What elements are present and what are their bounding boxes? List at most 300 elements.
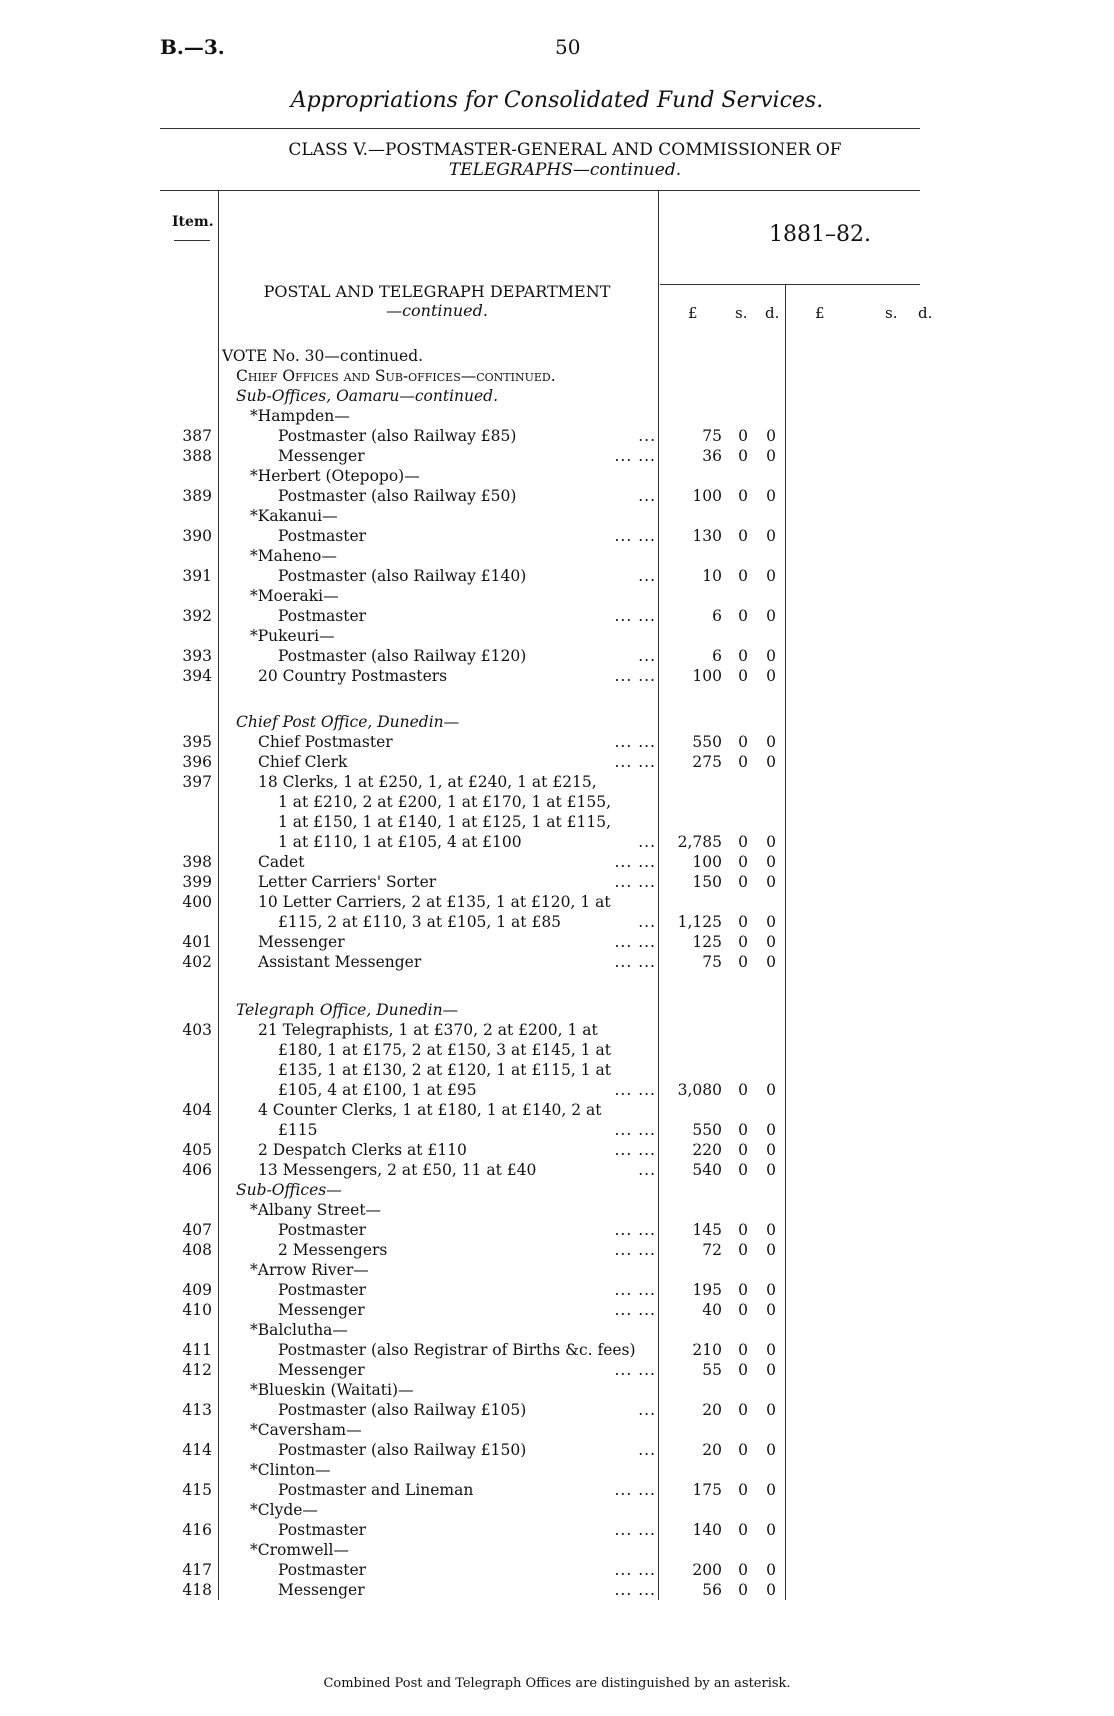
table-row bbox=[0, 466, 1114, 486]
item-number: 398 bbox=[182, 853, 212, 871]
amount-pounds: 150 bbox=[692, 873, 722, 891]
item-number: 390 bbox=[182, 527, 212, 545]
item-description: Chief Post Office, Dunedin— bbox=[236, 713, 460, 731]
item-number: 405 bbox=[182, 1141, 212, 1159]
item-description: Postmaster (also Railway £140) bbox=[278, 567, 527, 585]
item-number: 411 bbox=[182, 1341, 212, 1359]
table-row bbox=[0, 606, 1114, 626]
table-row bbox=[0, 712, 1114, 732]
table-row bbox=[0, 752, 1114, 772]
item-number: 391 bbox=[182, 567, 212, 585]
table-row bbox=[0, 1180, 1114, 1200]
item-number: 416 bbox=[182, 1521, 212, 1539]
table-row bbox=[0, 1580, 1114, 1600]
item-number: 401 bbox=[182, 933, 212, 951]
pence-header: d. bbox=[765, 304, 780, 322]
amount-pence: 0 bbox=[766, 1301, 776, 1319]
item-number: 392 bbox=[182, 607, 212, 625]
amount-pence: 0 bbox=[766, 447, 776, 465]
table-row bbox=[0, 1500, 1114, 1520]
leader-dots: ... ... bbox=[614, 1521, 656, 1539]
table-row bbox=[0, 566, 1114, 586]
amount-pounds: 540 bbox=[692, 1161, 722, 1179]
item-description: 13 Messengers, 2 at £50, 11 at £40 bbox=[258, 1161, 537, 1179]
table-row bbox=[0, 1400, 1114, 1420]
amount-pence: 0 bbox=[766, 1581, 776, 1599]
amount-pounds: 56 bbox=[702, 1581, 722, 1599]
amount-shillings: 0 bbox=[738, 873, 748, 891]
item-description: £115 bbox=[278, 1121, 318, 1139]
amount-shillings: 0 bbox=[738, 1401, 748, 1419]
table-row bbox=[0, 932, 1114, 952]
leader-dots: ... bbox=[638, 1161, 656, 1179]
item-number: 407 bbox=[182, 1221, 212, 1239]
item-description: Chief Postmaster bbox=[258, 733, 393, 751]
item-column-header: Item. bbox=[172, 214, 214, 230]
amount-pence: 0 bbox=[766, 1441, 776, 1459]
amount-pounds: 200 bbox=[692, 1561, 722, 1579]
amount-pounds: 36 bbox=[702, 447, 722, 465]
item-number: 387 bbox=[182, 427, 212, 445]
amount-pence: 0 bbox=[766, 527, 776, 545]
table-row bbox=[0, 1140, 1114, 1160]
table-row bbox=[0, 732, 1114, 752]
item-description: £180, 1 at £175, 2 at £150, 3 at £145, 1 at bbox=[278, 1041, 612, 1059]
table-row bbox=[0, 1240, 1114, 1260]
item-description: Postmaster bbox=[278, 1521, 367, 1539]
item-description: *Albany Street— bbox=[250, 1201, 382, 1219]
table-row bbox=[0, 586, 1114, 606]
amount-shillings: 0 bbox=[738, 1481, 748, 1499]
table-row bbox=[0, 386, 1114, 406]
amount-pounds: 100 bbox=[692, 487, 722, 505]
item-description: *Hampden— bbox=[250, 407, 350, 425]
table-row bbox=[0, 1120, 1114, 1140]
item-number: 396 bbox=[182, 753, 212, 771]
table-row bbox=[0, 812, 1114, 832]
amount-pence: 0 bbox=[766, 853, 776, 871]
amount-pounds: 20 bbox=[702, 1441, 722, 1459]
item-description: Postmaster (also Railway £150) bbox=[278, 1441, 527, 1459]
table-row bbox=[0, 346, 1114, 366]
item-description: *Herbert (Otepopo)— bbox=[250, 467, 420, 485]
item-number: 393 bbox=[182, 647, 212, 665]
leader-dots: ... ... bbox=[614, 953, 656, 971]
amount-shillings: 0 bbox=[738, 1361, 748, 1379]
table-row bbox=[0, 1100, 1114, 1120]
leader-dots: ... ... bbox=[614, 933, 656, 951]
amount-pence: 0 bbox=[766, 1521, 776, 1539]
table-row bbox=[0, 1200, 1114, 1220]
item-description: Postmaster (also Railway £50) bbox=[278, 487, 517, 505]
item-number: 394 bbox=[182, 667, 212, 685]
leader-dots: ... ... bbox=[614, 853, 656, 871]
leader-dots: ... ... bbox=[614, 1221, 656, 1239]
item-number: 402 bbox=[182, 953, 212, 971]
leader-dots: ... ... bbox=[614, 447, 656, 465]
table-row bbox=[0, 772, 1114, 792]
amount-pence: 0 bbox=[766, 1281, 776, 1299]
leader-dots: ... ... bbox=[614, 607, 656, 625]
leader-dots: ... ... bbox=[614, 753, 656, 771]
table-row bbox=[0, 1260, 1114, 1280]
amount-pence: 0 bbox=[766, 1081, 776, 1099]
table-row bbox=[0, 526, 1114, 546]
leader-dots: ... ... bbox=[614, 1281, 656, 1299]
leader-dots: ... bbox=[638, 567, 656, 585]
year-header-rule bbox=[660, 284, 920, 285]
amount-shillings: 0 bbox=[738, 733, 748, 751]
amount-pence: 0 bbox=[766, 1481, 776, 1499]
amount-pounds: 10 bbox=[702, 567, 722, 585]
amount-pence: 0 bbox=[766, 1121, 776, 1139]
item-description: *Kakanui— bbox=[250, 507, 338, 525]
item-description: Chief Offices and Sub-offices—continued. bbox=[236, 367, 556, 385]
table-row bbox=[0, 1280, 1114, 1300]
amount-shillings: 0 bbox=[738, 953, 748, 971]
amount-pounds: 550 bbox=[692, 1121, 722, 1139]
item-description: Assistant Messenger bbox=[258, 953, 422, 971]
amount-pounds: 220 bbox=[692, 1141, 722, 1159]
amount-pence: 0 bbox=[766, 1161, 776, 1179]
amount-pence: 0 bbox=[766, 607, 776, 625]
amount-pounds: 3,080 bbox=[677, 1081, 722, 1099]
item-description: Postmaster bbox=[278, 1561, 367, 1579]
table-row bbox=[0, 1440, 1114, 1460]
leader-dots: ... ... bbox=[614, 527, 656, 545]
table-row bbox=[0, 1420, 1114, 1440]
amount-pounds: 6 bbox=[712, 607, 722, 625]
item-description: £105, 4 at £100, 1 at £95 bbox=[278, 1081, 477, 1099]
item-description: Letter Carriers' Sorter bbox=[258, 873, 437, 891]
table-row bbox=[0, 1480, 1114, 1500]
item-number: 388 bbox=[182, 447, 212, 465]
item-number: 412 bbox=[182, 1361, 212, 1379]
leader-dots: ... ... bbox=[614, 873, 656, 891]
table-row bbox=[0, 1000, 1114, 1020]
item-description: Messenger bbox=[258, 933, 345, 951]
amount-shillings: 0 bbox=[738, 1301, 748, 1319]
table-row bbox=[0, 646, 1114, 666]
item-description: Postmaster (also Railway £85) bbox=[278, 427, 517, 445]
amount-shillings: 0 bbox=[738, 1221, 748, 1239]
item-description: Sub-Offices, Oamaru—continued. bbox=[236, 387, 499, 405]
item-description: *Balclutha— bbox=[250, 1321, 348, 1339]
amount-pence: 0 bbox=[766, 487, 776, 505]
item-description: Postmaster bbox=[278, 1221, 367, 1239]
class-heading bbox=[150, 140, 980, 180]
table-row bbox=[0, 1020, 1114, 1040]
department-heading-line1: POSTAL AND TELEGRAPH DEPARTMENT bbox=[263, 282, 611, 301]
leader-dots: ... ... bbox=[614, 1561, 656, 1579]
amount-shillings: 0 bbox=[738, 833, 748, 851]
amount-pence: 0 bbox=[766, 753, 776, 771]
item-description: 1 at £110, 1 at £105, 4 at £100 bbox=[278, 833, 522, 851]
table-row bbox=[0, 666, 1114, 686]
table-row bbox=[0, 1380, 1114, 1400]
amount-shillings: 0 bbox=[738, 567, 748, 585]
item-number: 395 bbox=[182, 733, 212, 751]
item-description: Postmaster (also Registrar of Births &c. fees) bbox=[278, 1341, 636, 1359]
amount-pence: 0 bbox=[766, 647, 776, 665]
shilling-header-total: s. bbox=[885, 304, 898, 322]
pound-header: £ bbox=[688, 304, 698, 322]
amount-shillings: 0 bbox=[738, 1121, 748, 1139]
amount-pence: 0 bbox=[766, 833, 776, 851]
item-description: Messenger bbox=[278, 1361, 365, 1379]
shilling-header: s. bbox=[735, 304, 748, 322]
leader-dots: ... ... bbox=[614, 1481, 656, 1499]
leader-dots: ... bbox=[638, 427, 656, 445]
amount-pounds: 100 bbox=[692, 853, 722, 871]
amount-pounds: 2,785 bbox=[677, 833, 722, 851]
table-row bbox=[0, 546, 1114, 566]
amount-pence: 0 bbox=[766, 1141, 776, 1159]
item-description: Postmaster and Lineman bbox=[278, 1481, 474, 1499]
table-row bbox=[0, 1040, 1114, 1060]
amount-pence: 0 bbox=[766, 953, 776, 971]
item-description: *Arrow River— bbox=[250, 1261, 369, 1279]
table-row bbox=[0, 1460, 1114, 1480]
amount-pounds: 40 bbox=[702, 1301, 722, 1319]
amount-pence: 0 bbox=[766, 1401, 776, 1419]
item-description: 20 Country Postmasters bbox=[258, 667, 448, 685]
leader-dots: ... ... bbox=[614, 1581, 656, 1599]
amount-shillings: 0 bbox=[738, 1441, 748, 1459]
item-description: *Pukeuri— bbox=[250, 627, 335, 645]
item-description: Chief Clerk bbox=[258, 753, 348, 771]
table-row bbox=[0, 1060, 1114, 1080]
table-row bbox=[0, 366, 1114, 386]
item-description: Postmaster (also Railway £105) bbox=[278, 1401, 527, 1419]
amount-shillings: 0 bbox=[738, 853, 748, 871]
document-reference: B.—3. bbox=[160, 35, 225, 59]
amount-pence: 0 bbox=[766, 1561, 776, 1579]
title-rule bbox=[160, 128, 920, 129]
item-description: 18 Clerks, 1 at £250, 1, at £240, 1 at £215, bbox=[258, 773, 597, 791]
item-description: *Blueskin (Waitati)— bbox=[250, 1381, 414, 1399]
item-description: Cadet bbox=[258, 853, 305, 871]
amount-shillings: 0 bbox=[738, 427, 748, 445]
item-description: 4 Counter Clerks, 1 at £180, 1 at £140, 2 at bbox=[258, 1101, 602, 1119]
leader-dots: ... bbox=[638, 487, 656, 505]
item-description: 21 Telegraphists, 1 at £370, 2 at £200, 1 at bbox=[258, 1021, 598, 1039]
amount-pounds: 75 bbox=[702, 427, 722, 445]
item-number: 409 bbox=[182, 1281, 212, 1299]
amount-pounds: 125 bbox=[692, 933, 722, 951]
item-number: 389 bbox=[182, 487, 212, 505]
amount-pence: 0 bbox=[766, 1341, 776, 1359]
item-number: 400 bbox=[182, 893, 212, 911]
item-number: 415 bbox=[182, 1481, 212, 1499]
item-description: Postmaster bbox=[278, 1281, 367, 1299]
leader-dots: ... ... bbox=[614, 1081, 656, 1099]
amount-shillings: 0 bbox=[738, 1281, 748, 1299]
table-top-rule bbox=[160, 190, 920, 191]
item-description: Postmaster (also Railway £120) bbox=[278, 647, 527, 665]
item-number: 399 bbox=[182, 873, 212, 891]
amount-pounds: 175 bbox=[692, 1481, 722, 1499]
item-number: 397 bbox=[182, 773, 212, 791]
table-row bbox=[0, 872, 1114, 892]
amount-shillings: 0 bbox=[738, 933, 748, 951]
table-row bbox=[0, 852, 1114, 872]
item-number: 404 bbox=[182, 1101, 212, 1119]
item-number: 418 bbox=[182, 1581, 212, 1599]
table-row bbox=[0, 1320, 1114, 1340]
leader-dots: ... bbox=[638, 913, 656, 931]
amount-pounds: 6 bbox=[712, 647, 722, 665]
amount-shillings: 0 bbox=[738, 1581, 748, 1599]
table-row bbox=[0, 792, 1114, 812]
amount-pounds: 550 bbox=[692, 733, 722, 751]
item-description: Postmaster bbox=[278, 607, 367, 625]
amount-pounds: 130 bbox=[692, 527, 722, 545]
amount-shillings: 0 bbox=[738, 1561, 748, 1579]
amount-shillings: 0 bbox=[738, 1521, 748, 1539]
leader-dots: ... bbox=[638, 833, 656, 851]
item-description: Sub-Offices— bbox=[236, 1181, 342, 1199]
amount-pounds: 275 bbox=[692, 753, 722, 771]
item-description: Messenger bbox=[278, 1301, 365, 1319]
amount-pounds: 140 bbox=[692, 1521, 722, 1539]
department-heading bbox=[218, 282, 656, 320]
department-heading-line2: —continued. bbox=[386, 301, 488, 320]
amount-pence: 0 bbox=[766, 1221, 776, 1239]
leader-dots: ... bbox=[638, 1401, 656, 1419]
table-row bbox=[0, 1560, 1114, 1580]
amount-pence: 0 bbox=[766, 733, 776, 751]
item-description: 10 Letter Carriers, 2 at £135, 1 at £120, 1 at bbox=[258, 893, 611, 911]
amount-shillings: 0 bbox=[738, 1341, 748, 1359]
item-description: *Caversham— bbox=[250, 1421, 362, 1439]
amount-pounds: 75 bbox=[702, 953, 722, 971]
table-row bbox=[0, 1340, 1114, 1360]
leader-dots: ... bbox=[638, 647, 656, 665]
table-row bbox=[0, 832, 1114, 852]
amount-pounds: 195 bbox=[692, 1281, 722, 1299]
table-row bbox=[0, 446, 1114, 466]
leader-dots: ... ... bbox=[614, 667, 656, 685]
leader-dots: ... bbox=[638, 1441, 656, 1459]
item-number: 417 bbox=[182, 1561, 212, 1579]
amount-shillings: 0 bbox=[738, 527, 748, 545]
item-number: 406 bbox=[182, 1161, 212, 1179]
item-description: *Moeraki— bbox=[250, 587, 339, 605]
footnote: Combined Post and Telegraph Offices are distinguished by an asterisk. bbox=[323, 1676, 791, 1691]
table-row bbox=[0, 426, 1114, 446]
leader-dots: ... ... bbox=[614, 1141, 656, 1159]
amount-pounds: 20 bbox=[702, 1401, 722, 1419]
year-column-header: 1881–82. bbox=[769, 222, 871, 247]
amount-shillings: 0 bbox=[738, 447, 748, 465]
class-heading-line1: CLASS V.—POSTMASTER-GENERAL AND COMMISSIONER OF bbox=[288, 140, 842, 160]
amount-pounds: 100 bbox=[692, 667, 722, 685]
amount-pounds: 1,125 bbox=[677, 913, 722, 931]
item-description: 2 Messengers bbox=[278, 1241, 388, 1259]
item-description: *Clyde— bbox=[250, 1501, 318, 1519]
amount-pence: 0 bbox=[766, 567, 776, 585]
table-row bbox=[0, 406, 1114, 426]
amount-pounds: 72 bbox=[702, 1241, 722, 1259]
amount-pence: 0 bbox=[766, 873, 776, 891]
amount-pence: 0 bbox=[766, 1241, 776, 1259]
item-description: 2 Despatch Clerks at £110 bbox=[258, 1141, 467, 1159]
amount-pence: 0 bbox=[766, 427, 776, 445]
amount-pence: 0 bbox=[766, 913, 776, 931]
table-row bbox=[0, 1160, 1114, 1180]
table-row bbox=[0, 1220, 1114, 1240]
table-row bbox=[0, 912, 1114, 932]
item-number: 408 bbox=[182, 1241, 212, 1259]
page-number: 50 bbox=[555, 35, 581, 59]
item-description: £135, 1 at £130, 2 at £120, 1 at £115, 1 at bbox=[278, 1061, 612, 1079]
table-row bbox=[0, 1520, 1114, 1540]
leader-dots: ... ... bbox=[614, 1361, 656, 1379]
amount-pence: 0 bbox=[766, 933, 776, 951]
item-description: 1 at £210, 2 at £200, 1 at £170, 1 at £155, bbox=[278, 793, 612, 811]
table-row bbox=[0, 486, 1114, 506]
class-heading-line2: TELEGRAPHS—continued. bbox=[448, 160, 682, 180]
table-row bbox=[0, 506, 1114, 526]
amount-pounds: 210 bbox=[692, 1341, 722, 1359]
table-row bbox=[0, 626, 1114, 646]
amount-shillings: 0 bbox=[738, 647, 748, 665]
item-description: *Cromwell— bbox=[250, 1541, 349, 1559]
leader-dots: ... ... bbox=[614, 1301, 656, 1319]
item-description: Telegraph Office, Dunedin— bbox=[236, 1001, 459, 1019]
item-number: 414 bbox=[182, 1441, 212, 1459]
amount-pounds: 55 bbox=[702, 1361, 722, 1379]
item-number: 410 bbox=[182, 1301, 212, 1319]
item-number: 413 bbox=[182, 1401, 212, 1419]
table-row bbox=[0, 952, 1114, 972]
amount-shillings: 0 bbox=[738, 607, 748, 625]
amount-pounds: 145 bbox=[692, 1221, 722, 1239]
amount-shillings: 0 bbox=[738, 913, 748, 931]
item-description: Messenger bbox=[278, 1581, 365, 1599]
amount-shillings: 0 bbox=[738, 487, 748, 505]
item-description: Postmaster bbox=[278, 527, 367, 545]
pence-header-total: d. bbox=[918, 304, 933, 322]
item-description: 1 at £150, 1 at £140, 1 at £125, 1 at £115, bbox=[278, 813, 612, 831]
amount-shillings: 0 bbox=[738, 1161, 748, 1179]
table-row bbox=[0, 1360, 1114, 1380]
amount-shillings: 0 bbox=[738, 753, 748, 771]
table-row bbox=[0, 1540, 1114, 1560]
page-title: Appropriations for Consolidated Fund Services. bbox=[290, 88, 824, 113]
item-number: 403 bbox=[182, 1021, 212, 1039]
item-description: *Clinton— bbox=[250, 1461, 331, 1479]
amount-shillings: 0 bbox=[738, 1241, 748, 1259]
table-row bbox=[0, 1080, 1114, 1100]
amount-pence: 0 bbox=[766, 667, 776, 685]
item-description: Messenger bbox=[278, 447, 365, 465]
item-header-underline bbox=[174, 240, 210, 241]
amount-shillings: 0 bbox=[738, 1141, 748, 1159]
amount-shillings: 0 bbox=[738, 1081, 748, 1099]
leader-dots: ... ... bbox=[614, 733, 656, 751]
table-row bbox=[0, 1300, 1114, 1320]
item-description: *Maheno— bbox=[250, 547, 337, 565]
pound-header-total: £ bbox=[815, 304, 825, 322]
amount-shillings: 0 bbox=[738, 667, 748, 685]
amount-pence: 0 bbox=[766, 1361, 776, 1379]
item-description: £115, 2 at £110, 3 at £105, 1 at £85 bbox=[278, 913, 562, 931]
leader-dots: ... ... bbox=[614, 1241, 656, 1259]
leader-dots: ... ... bbox=[614, 1121, 656, 1139]
table-row bbox=[0, 892, 1114, 912]
